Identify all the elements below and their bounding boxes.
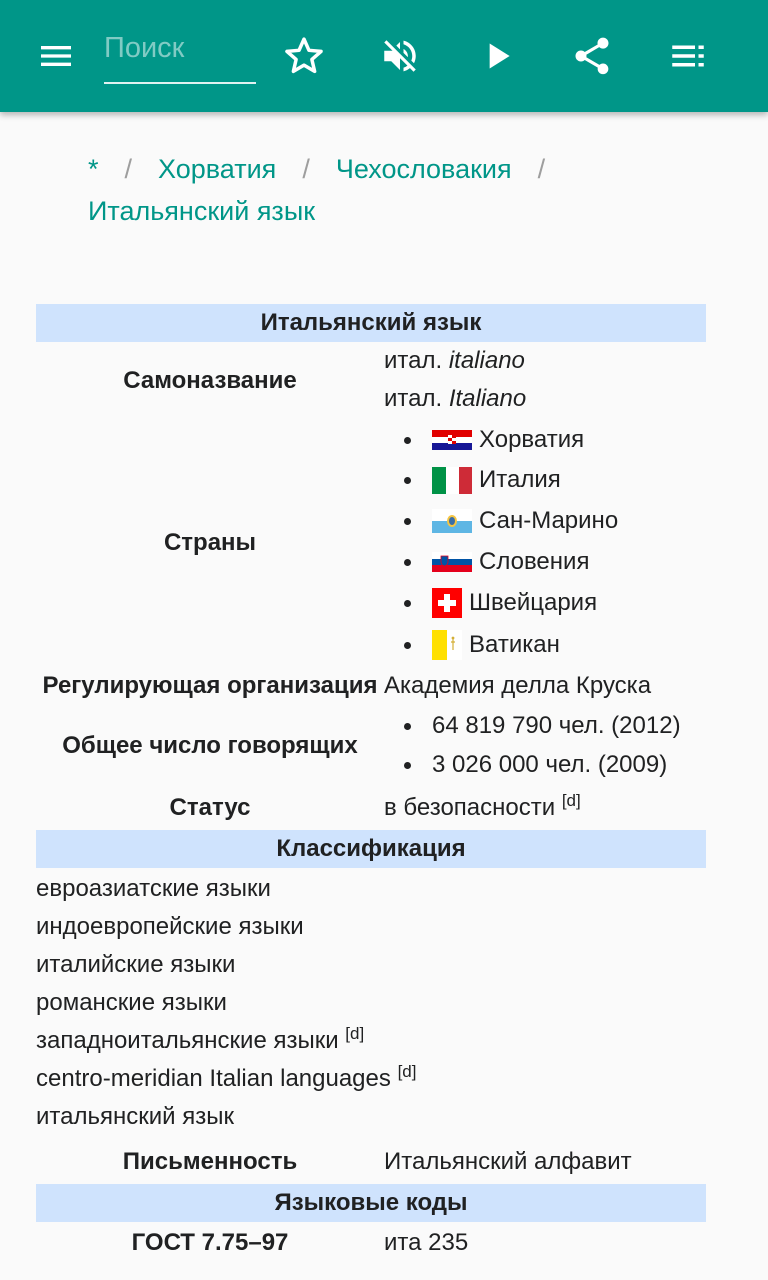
- breadcrumb-item-italian-language[interactable]: Итальянский язык: [88, 196, 316, 226]
- gost-value: ита 235: [384, 1229, 469, 1256]
- infobox-title: Итальянский язык: [36, 304, 706, 342]
- country-link[interactable]: Швейцария: [469, 589, 598, 616]
- breadcrumb-item-czechoslovakia[interactable]: Чехословакия: [335, 154, 512, 184]
- list-item[interactable]: романские языки: [36, 989, 227, 1016]
- country-link[interactable]: Сан-Марино: [479, 507, 619, 534]
- star-icon[interactable]: [278, 30, 330, 82]
- list-item: [384, 460, 706, 500]
- country-link[interactable]: Италия: [479, 466, 561, 493]
- list-item[interactable]: индоевропейские языки: [36, 913, 304, 940]
- script-link[interactable]: Итальянский алфавит: [384, 1148, 632, 1175]
- language-codes-header: Языковые коды: [36, 1184, 706, 1222]
- play-icon[interactable]: [472, 30, 524, 82]
- self-name-label: Самоназвание: [123, 367, 297, 394]
- status-row: [36, 786, 706, 830]
- list-item: 64 819 790 чел. (2012): [384, 706, 706, 746]
- share-icon[interactable]: [566, 30, 618, 82]
- classification-header: Классификация: [36, 830, 706, 868]
- list-item: [384, 542, 706, 582]
- speakers-row: [36, 706, 706, 786]
- switzerland-flag-icon: [432, 588, 462, 618]
- list-item: [384, 624, 706, 666]
- country-link[interactable]: Словения: [479, 548, 590, 575]
- wikidata-ref[interactable]: [d]: [345, 1024, 365, 1043]
- breadcrumb-separator: /: [124, 154, 133, 184]
- list-item[interactable]: западноитальянские языки [d]: [36, 1024, 365, 1054]
- country-link[interactable]: Ватикан: [469, 631, 560, 658]
- vatican-flag-icon: [432, 630, 462, 660]
- wikidata-ref[interactable]: [d]: [397, 1062, 417, 1081]
- croatia-flag-icon: [432, 430, 472, 450]
- gost-row: [36, 1222, 706, 1264]
- search-input[interactable]: [104, 26, 254, 70]
- breadcrumb-separator: /: [537, 154, 546, 184]
- menu-icon[interactable]: [30, 30, 82, 82]
- country-link[interactable]: Хорватия: [479, 426, 585, 453]
- list-item[interactable]: италийские языки: [36, 951, 236, 978]
- status-label: Статус: [169, 794, 251, 821]
- self-name-value[interactable]: italiano: [448, 347, 525, 374]
- search-field: [104, 26, 256, 84]
- status-link[interactable]: в безопасности: [384, 794, 556, 821]
- slovenia-flag-icon: [432, 552, 472, 572]
- script-label: Письменность: [122, 1148, 298, 1175]
- infobox: [36, 304, 706, 1264]
- gost-label: ГОСТ 7.75–97: [131, 1229, 289, 1256]
- regulator-label: Регулирующая организация: [42, 672, 378, 699]
- countries-row: [36, 420, 706, 666]
- list-item[interactable]: евроазиатские языки: [36, 875, 271, 902]
- list-item[interactable]: итальянский язык: [36, 1103, 234, 1130]
- countries-label: Страны: [163, 529, 257, 556]
- list-item: [384, 500, 706, 542]
- classification-list: [36, 868, 706, 1136]
- list-item: 3 026 000 чел. (2009): [384, 746, 706, 784]
- app-toolbar: [0, 0, 768, 112]
- self-name-row: Самоназвание итал. italiano итал. Italiano: [36, 342, 706, 420]
- regulator-link[interactable]: Академия делла Круска: [384, 672, 652, 699]
- self-name-value[interactable]: Italiano: [448, 385, 527, 412]
- list-item: [384, 420, 706, 460]
- script-row: [36, 1140, 706, 1184]
- regulator-row: [36, 666, 706, 706]
- speakers-list: [384, 706, 706, 784]
- breadcrumb-item-root[interactable]: *: [88, 154, 99, 184]
- list-icon[interactable]: [662, 30, 714, 82]
- list-item: [384, 582, 706, 624]
- wikidata-ref[interactable]: [d]: [561, 791, 581, 810]
- breadcrumb-item-croatia[interactable]: Хорватия: [158, 154, 277, 184]
- volume-off-icon[interactable]: [374, 30, 426, 82]
- speakers-label: Общее число говорящих: [62, 732, 358, 759]
- san-marino-flag-icon: [432, 509, 472, 533]
- list-item[interactable]: centro-meridian Italian languages [d]: [36, 1062, 417, 1092]
- breadcrumb: [88, 148, 708, 232]
- italy-flag-icon: [432, 467, 472, 494]
- breadcrumb-separator: /: [302, 154, 310, 184]
- countries-list: [384, 420, 706, 666]
